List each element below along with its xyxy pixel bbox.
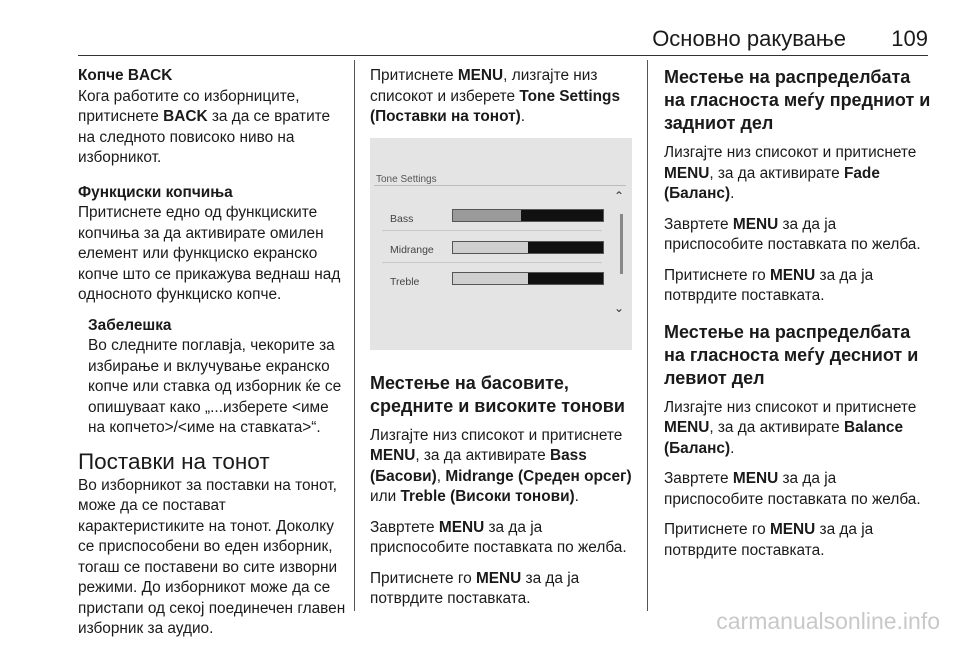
page-header: [78, 26, 928, 56]
balance-step1: [664, 398, 936, 460]
watermark: carmanualsonline.info: [716, 608, 940, 634]
key-menu: MENU: [438, 518, 485, 536]
text-run: .: [730, 185, 735, 202]
text-run: Притиснете го: [370, 569, 476, 587]
text-run: за да ја потврдите поставката.: [664, 521, 874, 559]
column-divider-1: [354, 60, 355, 611]
text-run: за да ја приспособите поставката по желба.: [370, 518, 627, 556]
text-run: или: [370, 488, 401, 505]
column-1: [78, 66, 350, 650]
fade-step2: [664, 215, 936, 256]
key-menu: MENU: [769, 266, 816, 284]
key-menu: MENU: [664, 419, 710, 436]
text-run: за да ја потврдите поставката.: [370, 569, 580, 607]
text-run: за да ја приспособите поставката по желба.: [664, 215, 921, 253]
back-button-heading: Копче BACK: [78, 67, 173, 84]
key-menu: MENU: [664, 164, 710, 182]
text-run: .: [574, 488, 579, 505]
text-run: .: [730, 439, 735, 457]
tone-settings-text: Во изборникот за поставки на тонот, може да се постават карактеристиките на тонот. Доколку се приспособени во еден изборник, тогаш се поставени во сите изворни режими. До изборникот може да се пристапи од секој поединечен главен изборник за аудио.: [78, 476, 346, 637]
bass-slider: [452, 209, 604, 222]
tone-menu-instruction: [370, 66, 632, 128]
text-run: , за да активирате: [709, 419, 844, 436]
tone-settings-screenshot: [370, 138, 632, 350]
text-run: Завртете: [370, 518, 439, 536]
text-run: Притиснете го: [664, 266, 770, 284]
text-run: , лизгајте низ списокот и изберете: [370, 67, 598, 105]
key-menu: MENU: [370, 447, 416, 464]
balance-step2: [664, 469, 936, 510]
treble-slider-fill: [453, 273, 528, 284]
bass-mid-treble-step2: [370, 518, 632, 559]
column-divider-2: [647, 60, 648, 611]
text-run: Притиснете: [370, 67, 458, 84]
fade-step3: [664, 266, 936, 307]
menu-item-balance: Balance (Баланс): [664, 419, 903, 457]
balance-step3: [664, 520, 936, 561]
midrange-slider-fill: [453, 242, 528, 253]
bass-slider-fill: [453, 210, 521, 221]
text-run: ,: [436, 467, 446, 485]
key-menu: MENU: [457, 67, 504, 84]
fade-step1: [664, 143, 936, 205]
row-separator: [382, 262, 602, 263]
header-rule: [78, 55, 928, 56]
bass-mid-treble-heading: Местење на басовите, средните и високите тонови: [370, 372, 625, 416]
menu-item-fade: Fade (Баланс): [664, 164, 880, 202]
row-label-bass: Bass: [390, 212, 414, 225]
bass-mid-treble-step3: [370, 569, 632, 610]
midrange-slider: [452, 241, 604, 254]
scrollbar-thumb: [620, 214, 623, 274]
text-run: , за да активирате: [415, 447, 550, 464]
key-menu: MENU: [732, 470, 779, 487]
text-run: Лизгајте низ списокот и притиснете: [664, 144, 917, 161]
column-2: [370, 66, 632, 620]
key-back: BACK: [163, 108, 208, 125]
text-run: .: [520, 108, 526, 125]
menu-item-midrange: Midrange (Среден орсег): [445, 467, 632, 485]
page-title: Основно ракување: [652, 26, 846, 51]
text-run: Завртете: [664, 470, 733, 487]
menu-item-treble: Treble (Високи тонови): [400, 488, 575, 505]
text-run: Лизгајте низ списокот и притиснете: [370, 426, 623, 444]
function-buttons-text: Притиснете едно од функциските копчиња за да активирате омилен елемент или функциско екранско копче што се прикажува веднаш над односното функциско копче.: [78, 204, 341, 303]
bass-mid-treble-step1: [370, 426, 632, 508]
chevron-up-icon: ⌃: [614, 188, 625, 203]
back-button-text: [78, 87, 350, 169]
text-run: Притиснете го: [664, 521, 770, 538]
menu-item-tone-settings: Tone Settings (Поставки на тонот): [370, 87, 621, 125]
column-3: [664, 66, 936, 571]
key-menu: MENU: [769, 521, 816, 538]
balance-heading: Местење на распределбата на гласноста меѓу десниот и левиот дел: [664, 321, 919, 388]
text-run: Завртете: [664, 215, 733, 233]
note-box: [88, 316, 350, 439]
screen-title: Tone Settings: [376, 173, 437, 185]
row-separator: [382, 230, 602, 231]
function-buttons-heading: Функциски копчиња: [78, 183, 233, 201]
tone-settings-heading: Поставки на тонот: [78, 448, 270, 474]
chevron-down-icon: ⌄: [614, 300, 625, 315]
key-menu: MENU: [732, 215, 779, 233]
note-text: Во следните поглавја, чекорите за избирање и вклучување екранско копче или ставка од изборник ќе се опишуваат како „...изберете <име на копчето>/<име на ставката>“.: [88, 337, 342, 436]
text-run: Лизгајте низ списокот и притиснете: [664, 398, 917, 416]
text-run: за да ја потврдите поставката.: [664, 266, 874, 304]
note-title: Забелешка: [88, 316, 172, 334]
key-menu: MENU: [475, 569, 522, 587]
text-run: , за да активирате: [709, 164, 844, 182]
fade-heading: Местење на распределбата на гласноста меѓу предниот и задниот дел: [664, 67, 931, 133]
row-label-midrange: Midrange: [390, 243, 434, 256]
menu-item-bass: Bass (Басови): [370, 447, 587, 485]
treble-slider: [452, 272, 604, 285]
title-rule: [374, 185, 626, 186]
page-number: 109: [891, 26, 928, 51]
text-run: за да ја приспособите поставката по желба.: [664, 470, 921, 508]
text-run: Кога работите со изборниците, притиснете: [78, 87, 300, 125]
text-run: за да се вратите на следното повисоко ниво на изборникот.: [78, 108, 331, 166]
row-label-treble: Treble: [390, 275, 420, 288]
